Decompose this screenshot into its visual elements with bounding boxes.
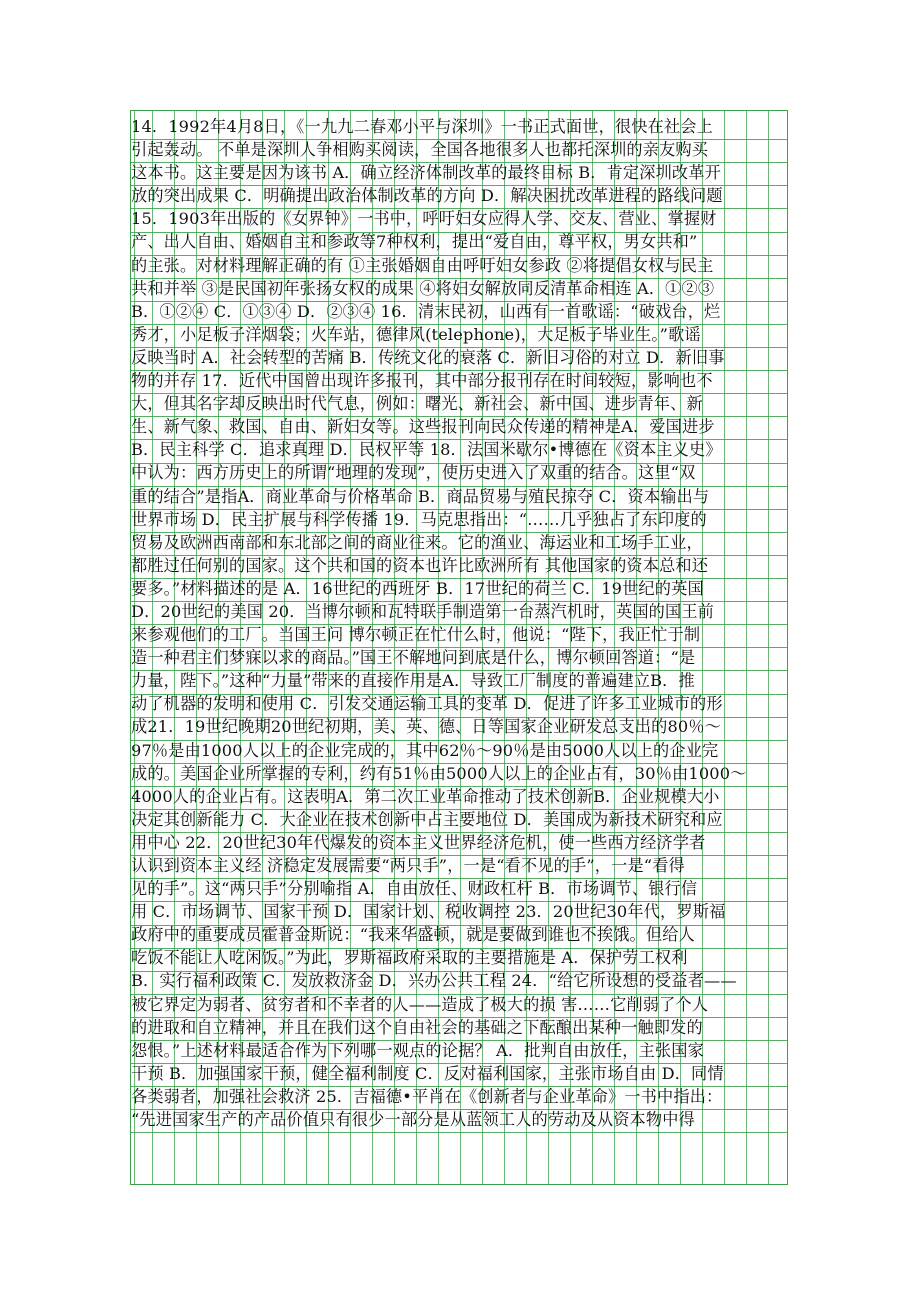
- text-line: “先进国家生产的产品价值只有很少一部分是从蓝领工人的劳动及从资本物中得: [131, 1110, 695, 1130]
- text-line: 这本书。这主要是因为该书 A．确立经济体制改革的最终目标 B．肯定深圳改革开: [131, 163, 721, 183]
- text-line: 各类弱者，加强社会救济 25．吉福德•平肖在《创新者与企业革命》一书中指出：: [131, 1086, 723, 1106]
- text-line: 97％是由1000人以上的企业完成的，其中62％～90％是由5000人以上的企业完: [131, 740, 719, 760]
- text-line: B．民主科学 C．追求真理 D．民权平等 18．法国米歇尔•博德在《资本主义史》: [131, 440, 722, 460]
- text-line: 来参观他们的工厂。当国王问 博尔顿正在忙什么时，他说：“陛下，我正忙于制: [131, 625, 701, 645]
- text-line: 中认为：西方历史上的所谓“地理的发现”，使历史进入了双重的结合。这里“双: [131, 463, 696, 483]
- text-line: 造一种君主们梦寐以求的商品。”国王不解地问到底是什么，博尔顿回答道：“是: [131, 648, 696, 668]
- text-line: 动了机器的发明和使用 C．引发交通运输工具的变革 D．促进了许多工业城市的形: [131, 694, 723, 714]
- text-line: 怨恨。”上述材料最适合作为下列哪一观点的论据？ A．批判自由放任，主张国家: [131, 1040, 704, 1060]
- text-line: 用中心 22．20世纪30年代爆发的资本主义世界经济危机，使一些西方经济学者: [131, 832, 706, 852]
- text-line: 吃饭不能让人吃闲饭。”为此，罗斯福政府采取的主要措施是 A．保护劳工权利: [131, 948, 688, 968]
- text-line: 要多。”材料描述的是 A．16世纪的西班牙 B．17世纪的荷兰 C．19世纪的英国: [131, 578, 704, 598]
- text-line: 的进取和自立精神，并且在我们这个自由社会的基础之下酝酿出某种一触即发的: [131, 1017, 703, 1037]
- text-line: 都胜过任何别的国家。这个共和国的资本也许比欧洲所有 其他国家的资本总和还: [131, 555, 709, 575]
- text-line: 反映当时 A．社会转型的苦痛 B．传统文化的衰落 C．新旧习俗的对立 D．新旧事: [131, 347, 725, 367]
- text-line: 政府中的重要成员霍普金斯说：“我来华盛顿，就是要做到谁也不挨饿。但给人: [131, 925, 695, 945]
- text-line: 用 C．市场调节、国家干预 D．国家计划、税收调控 23．20世纪30年代，罗斯福: [131, 902, 726, 922]
- text-line: 成的。美国企业所掌握的专利，约有51％由5000人以上的企业占有，30％由1000～: [131, 763, 747, 783]
- text-line: 被它界定为弱者、贫穷者和不幸者的人——造成了极大的损 害……它削弱了个人: [131, 994, 709, 1014]
- text-line: 放的突出成果 C．明确提出政治体制改革的方向 D．解决困扰改革进程的路线问题: [131, 186, 723, 206]
- text-line: 共和并举 ③是民国初年张扬女权的成果 ④将妇女解放同反清革命相连 A．①②③: [131, 278, 715, 298]
- text-line: 4000人的企业占有。这表明A．第二次工业革命推动了技术创新B．企业规模大小: [131, 786, 720, 806]
- text-line: 世界市场 D．民主扩展与科学传播 19．马克思指出：“……几乎独占了东印度的: [131, 509, 707, 529]
- text-line: 生、新气象、救国、自由、新妇女等。这些报刊向民众传递的精神是A．爱国进步: [131, 417, 715, 437]
- text-line: 物的并存 17．近代中国曾出现许多报刊，其中部分报刊存在时间较短，影响也不: [131, 371, 713, 391]
- text-line: B．实行福利政策 C．发放救济金 D．兴办公共工程 24．“给它所设想的受益者——: [131, 971, 737, 991]
- text-line: 成21．19世纪晚期20世纪初期，美、英、德、日等国家企业研发总支出的80％～: [131, 717, 722, 737]
- text-line: 产、出人自由、婚姻自主和参政等7种权利，提出“爱自由，尊平权，男女共和”: [131, 232, 698, 252]
- text-line: 15．1903年出版的《女界钟》一书中，呼吁妇女应得人学、交友、营业、掌握财: [131, 209, 717, 229]
- text-line: 秀才，小足板子洋烟袋；火车站，德律风(telephone)，大足板子毕业生。”歌谣: [131, 324, 701, 344]
- text-line: 大，但其名字却反映出时代气息，例如：曙光、新社会、新中国、进步青年、新: [131, 394, 703, 414]
- text-line: 干预 B．加强国家干预，健全福利制度 C．反对福利国家，主张市场自由 D．同情: [131, 1063, 724, 1083]
- exam-page-frame: [130, 110, 788, 1185]
- text-line: 重的结合”是指A．商业革命与价格革命 B．商品贸易与殖民掠夺 C．资本输出与: [131, 486, 710, 506]
- text-line: 的主张。对材料理解正确的有 ①主张婚姻自由呼吁妇女参政 ②将提倡女权与民主: [131, 255, 714, 275]
- grid-line: [131, 1132, 787, 1133]
- text-line: 贸易及欧洲西南部和东北部之间的商业往来。它的渔业、海运业和工场手工业，: [131, 532, 703, 552]
- text-line: D．20世纪的美国 20．当博尔顿和瓦特联手制造第一台蒸汽机时，英国的国王前: [131, 601, 715, 621]
- text-line: 决定其创新能力 C．大企业在技术创新中占主要地位 D．美国成为新技术研究和应: [131, 809, 723, 829]
- text-line: 见的手”。这“两只手”分别喻指 A．自由放任、财政杠杆 B．市场调节、银行信: [131, 879, 698, 899]
- question-text-block: [131, 115, 787, 1131]
- text-line: 认识到资本主义经 济稳定发展需要“两只手”，一是“看不见的手”，一是“看得: [131, 856, 685, 875]
- text-line: 引起轰动。 不单是深圳人争相购买阅读，全国各地很多人也都托深圳的亲友购买: [131, 140, 709, 160]
- text-line: B．①②④ C．①③④ D．②③④ 16．清末民初，山西有一首歌谣：“破戏台，烂: [131, 301, 721, 321]
- text-line: 力量，陛下。”这种“力量”带来的直接作用是A．导致工厂制度的普遍建立B．推: [131, 671, 695, 691]
- text-line: 14．1992年4月8日，《一九九二春邓小平与深圳》一书正式面世，很快在社会上: [131, 117, 713, 136]
